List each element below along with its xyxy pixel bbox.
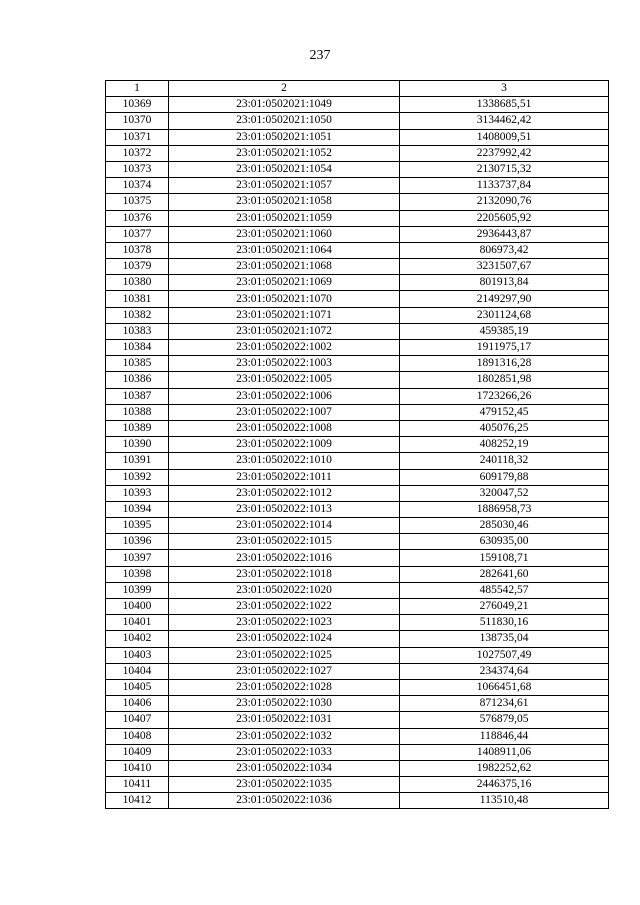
- column-header-1: 1: [106, 81, 169, 97]
- cadastral-number-cell: 23:01:0502022:1027: [169, 663, 400, 679]
- value-cell: 2132090,76: [400, 194, 609, 210]
- row-number-cell: 10411: [106, 777, 169, 793]
- table-row: [106, 647, 609, 663]
- cadastral-number-cell: 23:01:0502022:1031: [169, 712, 400, 728]
- cadastral-number-cell: 23:01:0502022:1018: [169, 566, 400, 582]
- cadastral-number-cell: 23:01:0502022:1003: [169, 356, 400, 372]
- row-number-cell: 10396: [106, 534, 169, 550]
- cadastral-number-cell: 23:01:0502022:1005: [169, 372, 400, 388]
- row-number-cell: 10369: [106, 97, 169, 113]
- value-cell: 1027507,49: [400, 647, 609, 663]
- row-number-cell: 10391: [106, 453, 169, 469]
- cadastral-number-cell: 23:01:0502021:1072: [169, 323, 400, 339]
- cadastral-number-cell: 23:01:0502022:1022: [169, 599, 400, 615]
- value-cell: 405076,25: [400, 420, 609, 436]
- value-cell: 511830,16: [400, 615, 609, 631]
- table-row: [106, 259, 609, 275]
- cadastral-number-cell: 23:01:0502022:1016: [169, 550, 400, 566]
- row-number-cell: 10383: [106, 323, 169, 339]
- value-cell: 1408009,51: [400, 129, 609, 145]
- value-cell: 1723266,26: [400, 388, 609, 404]
- cadastral-number-cell: 23:01:0502021:1070: [169, 291, 400, 307]
- table-row: [106, 582, 609, 598]
- cadastral-number-cell: 23:01:0502022:1013: [169, 501, 400, 517]
- table-row: [106, 566, 609, 582]
- row-number-cell: 10410: [106, 760, 169, 776]
- table-row: [106, 307, 609, 323]
- row-number-cell: 10404: [106, 663, 169, 679]
- table-row: [106, 518, 609, 534]
- cadastral-number-cell: 23:01:0502021:1068: [169, 259, 400, 275]
- table-row: [106, 129, 609, 145]
- value-cell: 1066451,68: [400, 679, 609, 695]
- cadastral-number-cell: 23:01:0502021:1064: [169, 242, 400, 258]
- table-row: [106, 777, 609, 793]
- cadastral-number-cell: 23:01:0502021:1051: [169, 129, 400, 145]
- cadastral-number-cell: 23:01:0502022:1023: [169, 615, 400, 631]
- cadastral-number-cell: 23:01:0502022:1010: [169, 453, 400, 469]
- cadastral-number-cell: 23:01:0502022:1035: [169, 777, 400, 793]
- row-number-cell: 10394: [106, 501, 169, 517]
- row-number-cell: 10385: [106, 356, 169, 372]
- row-number-cell: 10381: [106, 291, 169, 307]
- value-cell: 3134462,42: [400, 113, 609, 129]
- row-number-cell: 10407: [106, 712, 169, 728]
- value-cell: 806973,42: [400, 242, 609, 258]
- cadastral-number-cell: 23:01:0502022:1012: [169, 485, 400, 501]
- cadastral-number-cell: 23:01:0502022:1015: [169, 534, 400, 550]
- row-number-cell: 10380: [106, 275, 169, 291]
- row-number-cell: 10393: [106, 485, 169, 501]
- cadastral-number-cell: 23:01:0502022:1011: [169, 469, 400, 485]
- column-header-2: 2: [169, 81, 400, 97]
- cadastral-number-cell: 23:01:0502021:1060: [169, 226, 400, 242]
- table-row: [106, 420, 609, 436]
- row-number-cell: 10376: [106, 210, 169, 226]
- row-number-cell: 10384: [106, 340, 169, 356]
- value-cell: 1338685,51: [400, 97, 609, 113]
- value-cell: 2301124,68: [400, 307, 609, 323]
- value-cell: 871234,61: [400, 696, 609, 712]
- value-cell: 1911975,17: [400, 340, 609, 356]
- row-number-cell: 10372: [106, 145, 169, 161]
- row-number-cell: 10408: [106, 728, 169, 744]
- row-number-cell: 10392: [106, 469, 169, 485]
- row-number-cell: 10403: [106, 647, 169, 663]
- cadastral-number-cell: 23:01:0502022:1028: [169, 679, 400, 695]
- cadastral-number-cell: 23:01:0502021:1058: [169, 194, 400, 210]
- value-cell: 485542,57: [400, 582, 609, 598]
- page-number: 237: [309, 48, 331, 63]
- row-number-cell: 10379: [106, 259, 169, 275]
- row-number-cell: 10405: [106, 679, 169, 695]
- table-row: [106, 210, 609, 226]
- table-header-row: [106, 81, 609, 97]
- row-number-cell: 10390: [106, 437, 169, 453]
- cadastral-number-cell: 23:01:0502021:1050: [169, 113, 400, 129]
- table-row: [106, 323, 609, 339]
- table-row: [106, 340, 609, 356]
- row-number-cell: 10382: [106, 307, 169, 323]
- value-cell: 459385,19: [400, 323, 609, 339]
- table-row: [106, 161, 609, 177]
- cadastral-number-cell: 23:01:0502022:1025: [169, 647, 400, 663]
- value-cell: 408252,19: [400, 437, 609, 453]
- value-cell: 2446375,16: [400, 777, 609, 793]
- table-row: [106, 728, 609, 744]
- value-cell: 282641,60: [400, 566, 609, 582]
- table-row: [106, 599, 609, 615]
- cadastral-number-cell: 23:01:0502022:1014: [169, 518, 400, 534]
- row-number-cell: 10371: [106, 129, 169, 145]
- table-row: [106, 178, 609, 194]
- table-row: [106, 372, 609, 388]
- value-cell: 2936443,87: [400, 226, 609, 242]
- row-number-cell: 10389: [106, 420, 169, 436]
- row-number-cell: 10388: [106, 404, 169, 420]
- table-row: [106, 437, 609, 453]
- cadastral-number-cell: 23:01:0502022:1007: [169, 404, 400, 420]
- row-number-cell: 10399: [106, 582, 169, 598]
- value-cell: 630935,00: [400, 534, 609, 550]
- row-number-cell: 10387: [106, 388, 169, 404]
- table-row: [106, 388, 609, 404]
- value-cell: 240118,32: [400, 453, 609, 469]
- value-cell: 2149297,90: [400, 291, 609, 307]
- table-row: [106, 696, 609, 712]
- table-row: [106, 615, 609, 631]
- table-row: [106, 145, 609, 161]
- table-row: [106, 501, 609, 517]
- value-cell: 2237992,42: [400, 145, 609, 161]
- value-cell: 479152,45: [400, 404, 609, 420]
- row-number-cell: 10409: [106, 744, 169, 760]
- value-cell: 320047,52: [400, 485, 609, 501]
- row-number-cell: 10398: [106, 566, 169, 582]
- row-number-cell: 10402: [106, 631, 169, 647]
- table-row: [106, 226, 609, 242]
- table-row: [106, 631, 609, 647]
- row-number-cell: 10373: [106, 161, 169, 177]
- value-cell: 1802851,98: [400, 372, 609, 388]
- value-cell: 159108,71: [400, 550, 609, 566]
- cadastral-number-cell: 23:01:0502021:1057: [169, 178, 400, 194]
- value-cell: 1133737,84: [400, 178, 609, 194]
- row-number-cell: 10375: [106, 194, 169, 210]
- row-number-cell: 10374: [106, 178, 169, 194]
- row-number-cell: 10386: [106, 372, 169, 388]
- cadastral-number-cell: 23:01:0502022:1002: [169, 340, 400, 356]
- table-row: [106, 469, 609, 485]
- table-row: [106, 275, 609, 291]
- value-cell: 138735,04: [400, 631, 609, 647]
- table-row: [106, 679, 609, 695]
- cadastral-number-cell: 23:01:0502021:1071: [169, 307, 400, 323]
- table-row: [106, 356, 609, 372]
- table-row: [106, 793, 609, 809]
- value-cell: 1891316,28: [400, 356, 609, 372]
- row-number-cell: 10377: [106, 226, 169, 242]
- row-number-cell: 10400: [106, 599, 169, 615]
- row-number-cell: 10406: [106, 696, 169, 712]
- cadastral-number-cell: 23:01:0502022:1032: [169, 728, 400, 744]
- cadastral-number-cell: 23:01:0502021:1069: [169, 275, 400, 291]
- value-cell: 234374,64: [400, 663, 609, 679]
- row-number-cell: 10397: [106, 550, 169, 566]
- cadastral-number-cell: 23:01:0502022:1020: [169, 582, 400, 598]
- value-cell: 609179,88: [400, 469, 609, 485]
- table-row: [106, 242, 609, 258]
- cadastral-number-cell: 23:01:0502022:1036: [169, 793, 400, 809]
- cadastral-number-cell: 23:01:0502022:1030: [169, 696, 400, 712]
- value-cell: 2205605,92: [400, 210, 609, 226]
- cadastral-number-cell: 23:01:0502021:1049: [169, 97, 400, 113]
- value-cell: 1982252,62: [400, 760, 609, 776]
- cadastral-number-cell: 23:01:0502021:1052: [169, 145, 400, 161]
- row-number-cell: 10412: [106, 793, 169, 809]
- table-row: [106, 404, 609, 420]
- row-number-cell: 10370: [106, 113, 169, 129]
- cadastral-number-cell: 23:01:0502022:1008: [169, 420, 400, 436]
- table-row: [106, 291, 609, 307]
- value-cell: 285030,46: [400, 518, 609, 534]
- row-number-cell: 10395: [106, 518, 169, 534]
- value-cell: 2130715,32: [400, 161, 609, 177]
- table-body: [106, 97, 609, 809]
- value-cell: 576879,05: [400, 712, 609, 728]
- table-row: [106, 760, 609, 776]
- column-header-3: 3: [400, 81, 609, 97]
- value-cell: 113510,48: [400, 793, 609, 809]
- table-row: [106, 550, 609, 566]
- table-row: [106, 712, 609, 728]
- cadastral-number-cell: 23:01:0502022:1006: [169, 388, 400, 404]
- cadastral-number-cell: 23:01:0502022:1024: [169, 631, 400, 647]
- table-row: [106, 485, 609, 501]
- table-row: [106, 113, 609, 129]
- value-cell: 118846,44: [400, 728, 609, 744]
- cadastral-number-cell: 23:01:0502022:1009: [169, 437, 400, 453]
- table-row: [106, 744, 609, 760]
- cadastral-number-cell: 23:01:0502021:1059: [169, 210, 400, 226]
- table-row: [106, 663, 609, 679]
- cadastral-value-table: [105, 80, 609, 809]
- value-cell: 801913,84: [400, 275, 609, 291]
- cadastral-number-cell: 23:01:0502022:1033: [169, 744, 400, 760]
- value-cell: 1408911,06: [400, 744, 609, 760]
- row-number-cell: 10378: [106, 242, 169, 258]
- value-cell: 3231507,67: [400, 259, 609, 275]
- value-cell: 276049,21: [400, 599, 609, 615]
- value-cell: 1886958,73: [400, 501, 609, 517]
- cadastral-number-cell: 23:01:0502022:1034: [169, 760, 400, 776]
- table-row: [106, 453, 609, 469]
- table-row: [106, 534, 609, 550]
- table-row: [106, 97, 609, 113]
- row-number-cell: 10401: [106, 615, 169, 631]
- table-row: [106, 194, 609, 210]
- cadastral-number-cell: 23:01:0502021:1054: [169, 161, 400, 177]
